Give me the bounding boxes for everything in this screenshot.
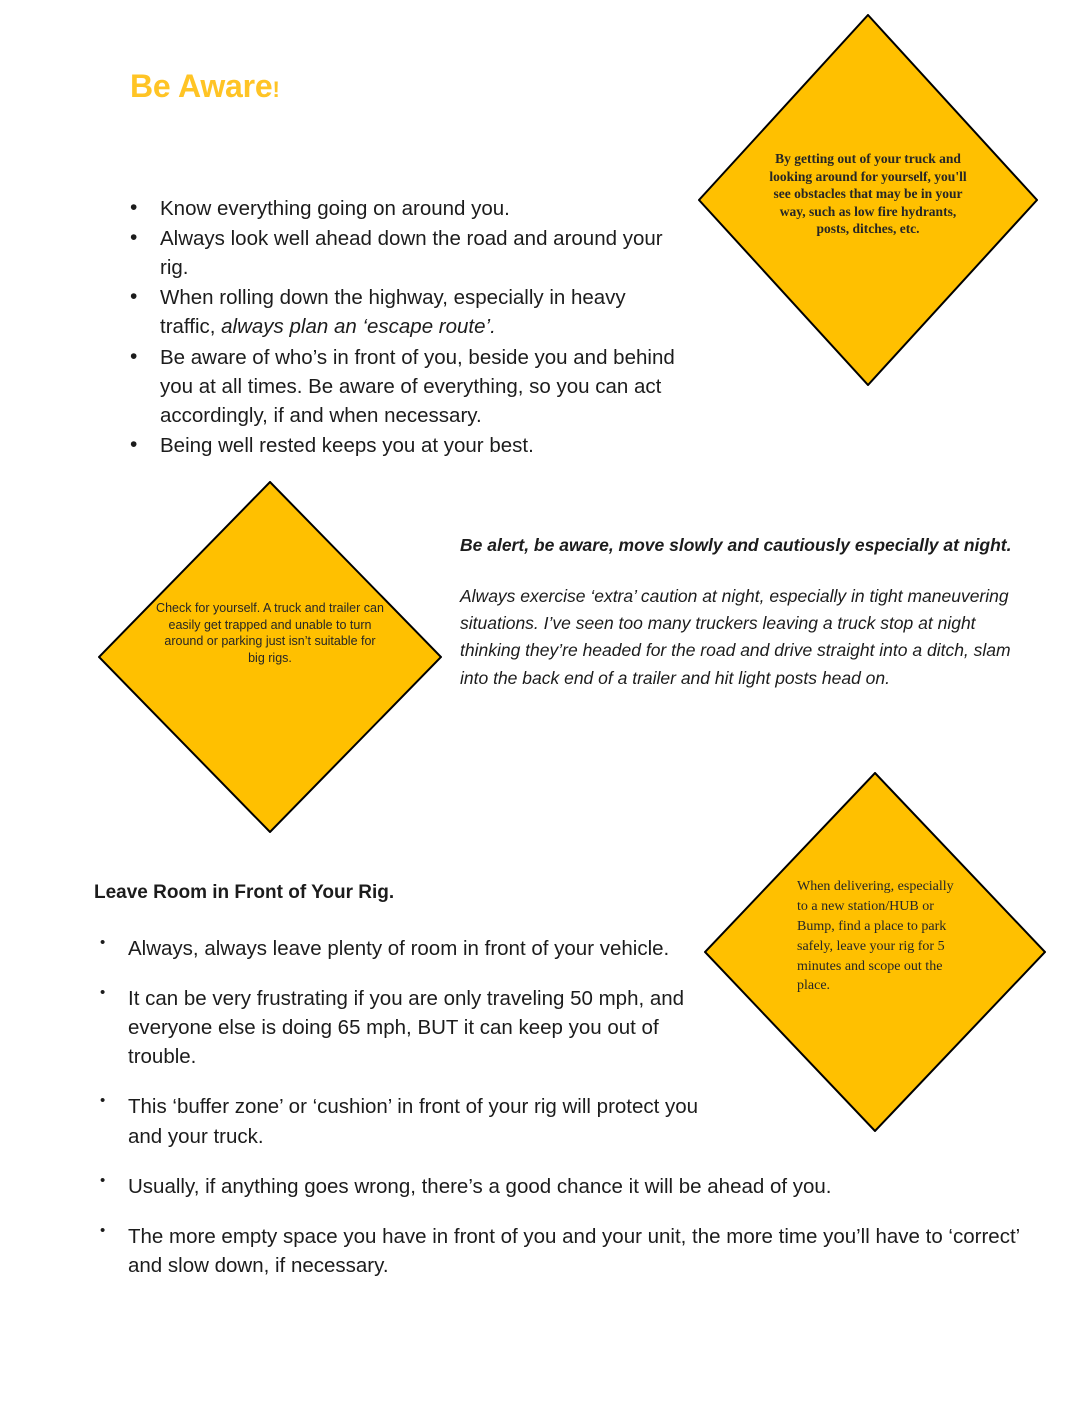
leave-room-bullet-list xyxy=(94,934,1034,1301)
night-driving-body: Always exercise ‘extra’ caution at night, especially in tight maneuvering situations. I’ve seen too many truckers leaving a truck stop at night thinking they’re headed for the road and drive straight into a ditch, slam into the back end of a trailer and hit light posts head on. xyxy=(460,585,1011,688)
list-item xyxy=(126,431,686,460)
list-item-text: This ‘buffer zone’ or ‘cushion’ in front of your rig will protect you and your truck. xyxy=(128,1095,699,1148)
night-driving-advice-block xyxy=(460,533,1028,692)
callout-diamond-top-right xyxy=(698,14,1038,386)
leave-room-heading: Leave Room in Front of Your Rig. xyxy=(94,882,395,903)
list-item xyxy=(126,343,686,430)
list-item-text: Always, always leave plenty of room in front of your vehicle. xyxy=(128,937,670,960)
list-item xyxy=(126,194,686,223)
list-item-text: Usually, if anything goes wrong, there’s a good chance it will be ahead of you. xyxy=(128,1174,832,1198)
list-item-text: It can be very frustrating if you are only traveling 50 mph, and everyone else is doing 65 mph, BUT it can keep you out of trouble. xyxy=(128,987,685,1069)
callout-diamond-bottom-right-text: When delivering, especially to a new station/HUB or Bump, find a place to park safely, leave your rig for 5 minutes and scope out the place. xyxy=(797,879,954,994)
list-item-text: When rolling down the highway, especially in heavy traffic, xyxy=(160,286,626,339)
callout-diamond-top-right-text: By getting out of your truck and looking around for yourself, you'll see obstacles that may be in your way, such as low fire hydrants, posts, ditches, etc. xyxy=(769,151,967,237)
callout-diamond-middle-left xyxy=(98,481,442,833)
list-item xyxy=(126,283,686,341)
list-item-text: The more empty space you have in front of you and your unit, the more time you’ll have to ‘correct’ and slow down, if necessary. xyxy=(128,1224,1020,1277)
awareness-bullet-list xyxy=(126,194,686,461)
list-item xyxy=(94,934,704,963)
list-item-text: Always look well ahead down the road and around your rig. xyxy=(160,227,663,280)
list-item xyxy=(94,1172,1034,1201)
night-driving-heading: Be alert, be aware, move slowly and cautiously especially at night. xyxy=(460,535,1012,555)
list-item-emphasis: always plan an ‘escape route’. xyxy=(221,315,496,339)
callout-diamond-middle-left-text: Check for yourself. A truck and trailer can easily get trapped and unable to turn around or parking just isn’t suitable for big rigs. xyxy=(156,601,384,665)
page-title xyxy=(130,68,280,105)
list-item xyxy=(126,224,686,282)
list-item xyxy=(94,1222,1034,1280)
list-item-text: Be aware of who’s in front of you, beside you and behind you at all times. Be aware of everything, so you can act accordingly, if and when necessary. xyxy=(160,345,675,427)
list-item-text: Know everything going on around you. xyxy=(160,197,510,220)
page-title-exclamation: ! xyxy=(272,77,280,102)
list-item xyxy=(94,984,704,1071)
list-item-text: Being well rested keeps you at your best. xyxy=(160,433,534,457)
list-item xyxy=(94,1092,704,1150)
page-title-text: Be Aware xyxy=(130,68,273,104)
